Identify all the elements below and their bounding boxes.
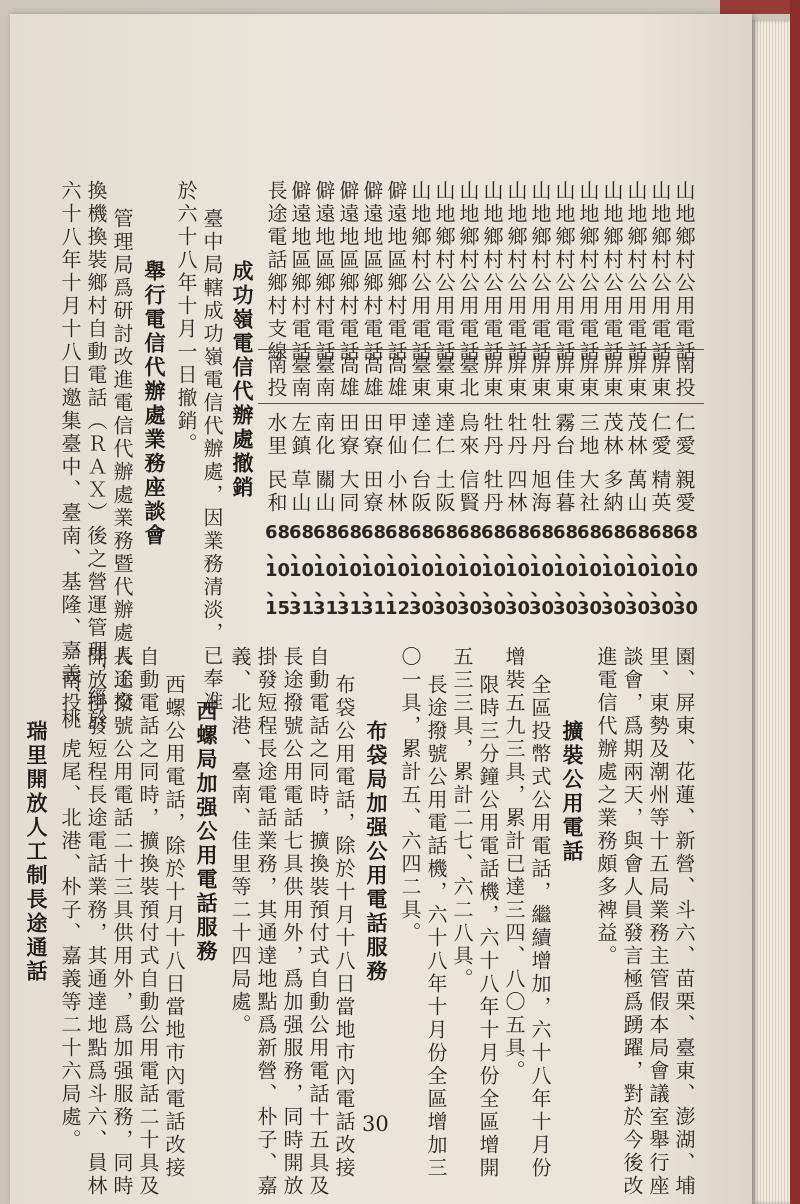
table-row-town: 南化 [312,412,336,458]
table-row-town: 霧台 [552,412,576,458]
table-row-name: 僻遠地區鄉村電話 [336,180,360,364]
table-row-town: 水里 [264,412,288,458]
table-row-town: 仁愛 [672,412,696,458]
table-row-name: 山地鄉村公用電話 [504,180,528,364]
table-row-date: 68 、 10 、 31 [313,522,339,619]
paragraph-line: 管理局爲研討改進電信代辦處業務暨代辦處人工交 [110,208,134,714]
table-row-name: 山地鄉村公用電話 [600,180,624,364]
table-row-date: 68 、 10 、 31 [337,522,363,619]
table-row-village: 關山 [312,469,336,515]
paragraph-line: 西螺公用電話，除於十月十八日當地市內電話改接 [162,674,186,1180]
paragraph-line: 增裝五九三具，累計已達三四、八〇五具。 [502,646,526,1083]
paragraph-line: 開放掛發短程長途電話業務，其通達地點爲斗六、員林 [84,646,108,1198]
paragraph-line: 於六十八年十月一日撤銷。 [174,180,198,456]
paragraph-line: 談會，爲期兩天，與會人員發言極爲踴躍，對於今後改 [620,646,644,1198]
table-row-town: 牡丹 [480,412,504,458]
table-row-name: 山地鄉村公用電話 [552,180,576,364]
table-row-date: 68 、 10 、 15 [265,522,291,619]
table-row-village: 民和 [264,469,288,515]
paragraph-line: 長途撥號公用電話機，六十八年十月份全區增加三 [424,674,448,1180]
table-row-village: 旭海 [528,469,552,515]
table-row-village: 大社 [576,469,600,515]
book-cover-edge [790,0,800,1204]
table-row-name: 山地鄉村公用電話 [528,180,552,364]
paragraph-line: 里、東勢及潮州等十五局業務主管假本局會議室舉行座 [646,646,670,1198]
table-row-county: 臺北 [456,354,480,400]
table-row-county: 臺南 [312,354,336,400]
table-row-name: 僻遠地區鄉村電話 [312,180,336,364]
paragraph-line: 五三三具，累計二七、六二八具。 [450,646,474,991]
table-row-county: 屏東 [600,354,624,400]
table-row-date: 68 、 10 、 30 [673,522,699,619]
paragraph-line: 〇一具，累計五、六四二具。 [398,646,422,945]
table-row-date: 68 、 10 、 30 [457,522,483,619]
table-row-name: 山地鄉村公用電話 [456,180,480,364]
paragraph-line: 布袋公用電話，除於十月十八日當地市內電話改接 [332,674,356,1180]
paragraph-line: 自動電話之同時，擴換裝預付式自動公用電話二十具及 [136,646,160,1198]
page-number: 30 [362,1112,389,1136]
table-row-name: 山地鄉村公用電話 [648,180,672,364]
table-row-village: 田寮 [360,469,384,515]
table-row-name: 山地鄉村公用電話 [408,180,432,364]
paragraph-line: 六十八年十月十八日邀集臺中、臺南、基隆、嘉義、桃 [58,180,82,732]
table-row-town: 達仁 [432,412,456,458]
table-row-village: 牡丹 [480,469,504,515]
table-row-town: 左鎮 [288,412,312,458]
table-row-name: 山地鄉村公用電話 [672,180,696,364]
table-row-town: 茂林 [624,412,648,458]
table-row-village: 多納 [600,469,624,515]
section-heading: 布袋局加强公用電話服務 [364,720,389,984]
paragraph-line: 園、屏東、花蓮、新營、斗六、苗栗、臺東、澎湖、埔 [672,646,696,1198]
table-row-county: 高雄 [384,354,408,400]
page-edges [752,20,792,1204]
table-row-village: 萬山 [624,469,648,515]
table-row-town: 田寮 [360,412,384,458]
table-row-town: 牡丹 [504,412,528,458]
table-row-name: 長途電話鄉村支線 [264,180,288,364]
table-row-village: 四林 [504,469,528,515]
table-row-town: 牡丹 [528,412,552,458]
table-row-village: 信賢 [456,469,480,515]
table-row-date: 68 、 10 、 30 [553,522,579,619]
paragraph-line: 長途撥號公用電話二十三具供用外，爲加强服務，同時 [110,646,134,1198]
table-row-date: 68 、 10 、 30 [625,522,651,619]
table-row-date: 68 、 10 、 30 [505,522,531,619]
table-row-county: 屏東 [480,354,504,400]
table-row-county: 屏東 [624,354,648,400]
paragraph-line: 掛發短程長途電話業務，其通達地點爲新營、朴子、嘉 [254,646,278,1198]
section-heading: 舉行電信代辦處業務座談會 [142,260,167,548]
table-row-town: 甲仙 [384,412,408,458]
table-row-county: 臺東 [432,354,456,400]
table-row-town: 茂林 [600,412,624,458]
table-row-name: 山地鄉村公用電話 [576,180,600,364]
book-page [10,14,752,1204]
table-row-name: 山地鄉村公用電話 [624,180,648,364]
table-row-date: 68 、 10 、 30 [433,522,459,619]
section-heading: 瑞里開放人工制長途通話 [24,720,49,984]
table-row-village: 土阪 [432,469,456,515]
table-row-county: 臺東 [408,354,432,400]
table-row-village: 台阪 [408,469,432,515]
section-heading: 擴裝公用電話 [560,720,585,864]
table-row-county: 高雄 [336,354,360,400]
table-row-county: 屏東 [504,354,528,400]
table-row-town: 田寮 [336,412,360,458]
table-row-village: 精英 [648,469,672,515]
table-row-village: 佳暮 [552,469,576,515]
section-heading: 西螺局加强公用電話服務 [194,700,219,964]
table-row-town: 烏來 [456,412,480,458]
paragraph-line: 進電信代辦處之業務頗多裨益。 [594,646,618,968]
table-row-name: 山地鄉村公用電話 [480,180,504,364]
table-row-date: 68 、 10 、 30 [649,522,675,619]
paragraph-line: 長途撥號公用電話七具供用外，爲加强服務，同時開放 [280,646,304,1198]
table-row-date: 68 、 10 、 30 [529,522,555,619]
table-row-county: 南投 [672,354,696,400]
table-row-name: 山地鄉村公用電話 [432,180,456,364]
table-row-county: 屏東 [648,354,672,400]
table-row-name: 僻遠地區鄉村電話 [288,180,312,364]
table-row-name: 僻遠地區鄉村電話 [360,180,384,364]
paragraph-line: 全區投幣式公用電話，繼續增加，六十八年十月份 [528,674,552,1180]
table-row-village: 大同 [336,469,360,515]
table-row-county: 屏東 [528,354,552,400]
table-row-village: 小林 [384,469,408,515]
table-row-date: 68 、 10 、 12 [385,522,411,619]
paragraph-line: 限時三分鐘公用電話機，六十八年十月份全區增開 [476,674,500,1180]
section-heading: 成功嶺電信代辦處撤銷 [230,260,255,500]
table-row-county: 高雄 [360,354,384,400]
table-row-date: 68 、 10 、 30 [409,522,435,619]
paragraph-line: 、南投、虎尾、北港、朴子、嘉義等二十六局處。 [58,646,82,1152]
table-rule-bottom [258,403,704,404]
table-row-village: 親愛 [672,469,696,515]
table-row-town: 達仁 [408,412,432,458]
table-row-county: 屏東 [552,354,576,400]
table-row-date: 68 、 10 、 30 [577,522,603,619]
paragraph-line: 義、北港、臺南、佳里等二十四局處。 [228,646,252,1037]
table-row-village: 草山 [288,469,312,515]
paragraph-line: 臺中局轄成功嶺電信代辦處，因業務清淡，已奉准 [200,208,224,714]
table-row-county: 臺南 [288,354,312,400]
table-row-date: 68 、 10 、 30 [601,522,627,619]
table-row-name: 僻遠地區鄉村電話 [384,180,408,364]
paragraph-line: 換機換裝鄉村自動電話（ＲＡＸ）後之營運管理，經於 [84,180,108,732]
table-row-town: 三地 [576,412,600,458]
table-row-county: 屏東 [576,354,600,400]
table-row-town: 仁愛 [648,412,672,458]
table-row-date: 68 、 10 、 31 [361,522,387,619]
paragraph-line: 自動電話之同時，擴換裝預付式自動公用電話十五具及 [306,646,330,1198]
book-cover-top [720,0,800,14]
table-row-date: 68 、 10 、 31 [289,522,315,619]
table-row-county: 南投 [264,354,288,400]
table-row-date: 68 、 10 、 30 [481,522,507,619]
